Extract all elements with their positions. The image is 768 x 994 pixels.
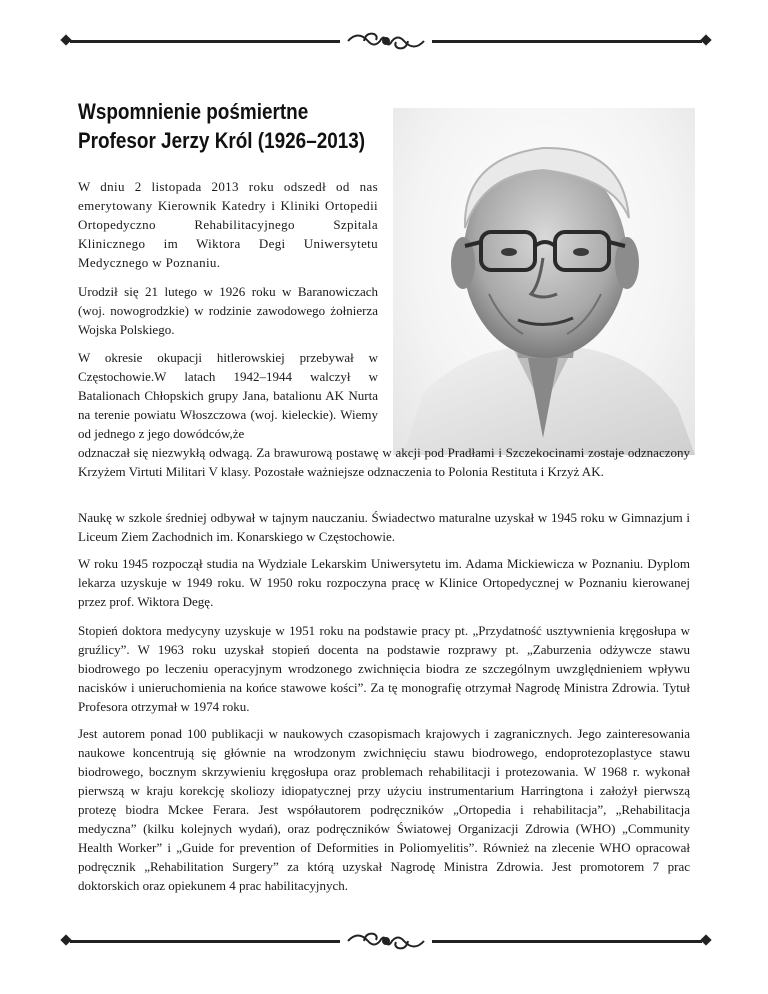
paragraph-6: Stopień doktora medycyny uzyskuje w 1951 roku na podstawie pracy pt. „Przydatność usztywnienia kręgosłupa w gruźlicy”. W 1963 roku uzyskał stopień docenta na podstawie rozprawy pt. „Zaburzenia odżywcze stawu biodrowego po leczeniu operacyjnym wrodzonego zwichnięcia biodra ze szczególnym uwzględnieniem wpływu nacisków i unieruchomienia na końce stawowe kości”. Za tę monografię otrzymał Nagrodę Ministra Zdrowia. Tytuł Profesora otrzymał w 1974 roku. [78, 623, 690, 714]
portrait-illustration [393, 108, 695, 455]
paragraph-7: Jest autorem ponad 100 publikacji w naukowych czasopismach krajowych i zagranicznych. Jego zainteresowania naukowe koncentrują się głównie na wrodzonym zwichnięciu stawu biodrowego, endoprotezoplastyce stawu biodrowego, bocznym skrzywieniu kręgosłupa oraz problemach rehabilitacji i protezowania. W 1968 r. wykonał pierwszą w kraju korekcję skoliozy idiopatycznej przy użyciu instrumentarium Harringtona i założył pierwszą protezę biodra Mckee Ferara. Jest współautorem podręczników „Ortopedia i rehabilitacja”, „Rehabilitacja medyczna” (kilku kolejnych wydań), oraz podręczników Światowej Organizacji Zdrowia (WHO) „Community Health Worker” i „Guide for prevention of Deformities in Poliomyelitis”. Również na zlecenie WHO opracował podręcznik „Rehabilitation Surgery” za którą uzyskał Nagrodę Ministra Zdrowia. Jest promotorem 7 prac doktorskich oraz opiekunem 4 prac habilitacyjnych. [78, 726, 690, 893]
ornament-diamond [700, 934, 711, 945]
article-title [78, 97, 365, 155]
portrait-photo [393, 108, 695, 455]
top-ornament-divider [62, 26, 710, 56]
title-line-2: Profesor Jerzy Król (1926–2013) [78, 128, 366, 153]
paragraph-2: Urodził się 21 lutego w 1926 roku w Baranowiczach (woj. nowogrodzkie) w rodzinie zawodowego żołnierza Wojska Polskiego. [78, 284, 378, 337]
paragraph-5: W roku 1945 rozpoczął studia na Wydziale Lekarskim Uniwersytetu im. Adama Mickiewicza w Poznaniu. Dyplom lekarza uzyskuje w 1949 roku. W 1950 roku rozpoczyna pracę w Klinice Ortopedycznej w Poznaniu kierowanej przez prof. Wiktora Degę. [78, 556, 690, 609]
ornament-rule [432, 940, 702, 943]
paragraph-4: Naukę w szkole średniej odbywał w tajnym nauczaniu. Świadectwo maturalne uzyskał w 1945 roku w Gimnazjum i Liceum Ziem Zachodnich im. Konarskiego w Częstochowie. [78, 510, 690, 544]
ornament-rule [70, 40, 340, 43]
paragraph-3-continued: odznaczał się niezwykłą odwagą. Za brawurową postawę w akcji pod Pradłami i Szczekocinami zostaje odznaczony Krzyżem Virtuti Militari V klasy. Pozostałe ważniejsze odznaczenia to Polonia Restituta i Krzyż AK. [78, 445, 690, 479]
flourish-icon [344, 926, 428, 956]
title-line-1: Wspomnienie pośmiertne [78, 99, 309, 124]
bottom-ornament-divider [62, 926, 710, 956]
ornament-rule [432, 40, 702, 43]
flourish-icon [344, 26, 428, 56]
paragraph-1: W dniu 2 listopada 2013 roku odszedł od nas emerytowany Kierownik Katedry i Kliniki Ortopedii Ortopedyczno Rehabilitacyjnego Szpitala Klinicznego im Wiktora Degi Uniwersytetu Medycznego w Poznaniu. [78, 179, 378, 270]
ornament-rule [70, 940, 340, 943]
paragraph-3: W okresie okupacji hitlerowskiej przebywał w Częstochowie.W latach 1942–1944 walczył w Batalionach Chłopskich grupy Jana, batalionu AK Nurta na terenie powiatu Włoszczowa (woj. kieleckie). Wiemy od jednego z jego dowódców,że [78, 350, 378, 441]
ornament-diamond [700, 34, 711, 45]
